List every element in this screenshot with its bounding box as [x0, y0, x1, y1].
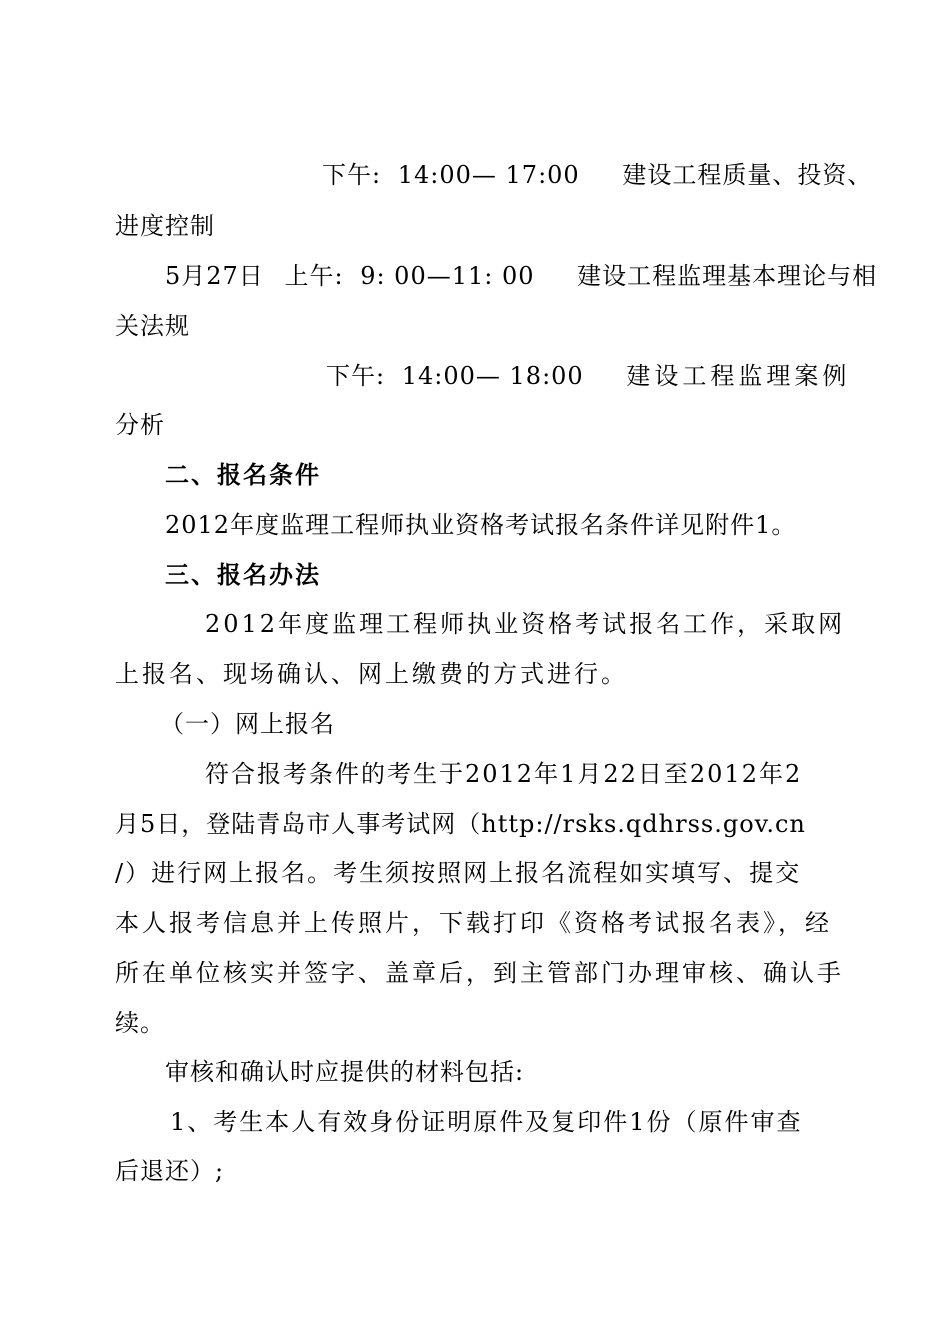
materials-item-1-line1: 1、考生本人有效身份证明原件及复印件1份（原件审查: [170, 1108, 803, 1136]
section-3-heading: 三、报名办法: [165, 561, 321, 589]
subsection-1-line: /）进行网上报名。考生须按照网上报名流程如实填写、提交: [115, 859, 802, 887]
subsection-1-line: 本人报考信息并上传照片，下载打印《资格考试报名表》，经: [115, 909, 832, 937]
section-2-heading: 二、报名条件: [165, 461, 321, 489]
schedule-afternoon-1-subject: 建设工程质量、投资、: [622, 161, 873, 189]
schedule-may27-time: 9: 00—11: 00: [360, 262, 535, 290]
schedule-afternoon-2-label: 下午:: [326, 362, 386, 390]
subsection-1-line: 月5日，登陆青岛市人事考试网（http://rsks.qdhrss.gov.cn: [115, 810, 806, 838]
materials-intro: 审核和确认时应提供的材料包括:: [165, 1058, 525, 1086]
schedule-may27-subject: 建设工程监理基本理论与相: [577, 262, 878, 290]
schedule-afternoon-1-subject-cont: 进度控制: [115, 212, 215, 240]
section-3-intro-line1: 2012年度监理工程师执业资格考试报名工作，采取网: [205, 610, 846, 638]
section-2-text: 2012年度监理工程师执业资格考试报名条件详见附件1。: [165, 511, 797, 539]
schedule-afternoon-1-label: 下午:: [322, 161, 382, 189]
section-3-intro-line2: 上报名、现场确认、网上缴费的方式进行。: [115, 660, 628, 688]
schedule-may27-date: 5月27日: [165, 262, 264, 290]
subsection-1-heading: （一）网上报名: [160, 710, 335, 738]
schedule-may27-morning: [165, 261, 877, 291]
schedule-afternoon-2-subject: 建设工程监理案例: [626, 362, 851, 390]
schedule-afternoon-2-time: 14:00— 18:00: [401, 362, 584, 390]
schedule-may27-label: 上午:: [284, 262, 344, 290]
schedule-afternoon-2-subject-cont: 分析: [115, 411, 165, 439]
schedule-afternoon-2: [326, 361, 850, 391]
materials-item-1-line2: 后退还）;: [115, 1157, 225, 1185]
subsection-1-line: 续。: [115, 1009, 165, 1037]
subsection-1-line: 符合报考条件的考生于2012年1月22日至2012年2: [205, 760, 803, 788]
subsection-1-line: 所在单位核实并签字、盖章后，到主管部门办理审核、确认手: [115, 959, 844, 987]
schedule-may27-subject-cont: 关法规: [115, 312, 190, 340]
schedule-afternoon-1: [322, 160, 872, 190]
schedule-afternoon-1-time: 14:00— 17:00: [397, 161, 580, 189]
